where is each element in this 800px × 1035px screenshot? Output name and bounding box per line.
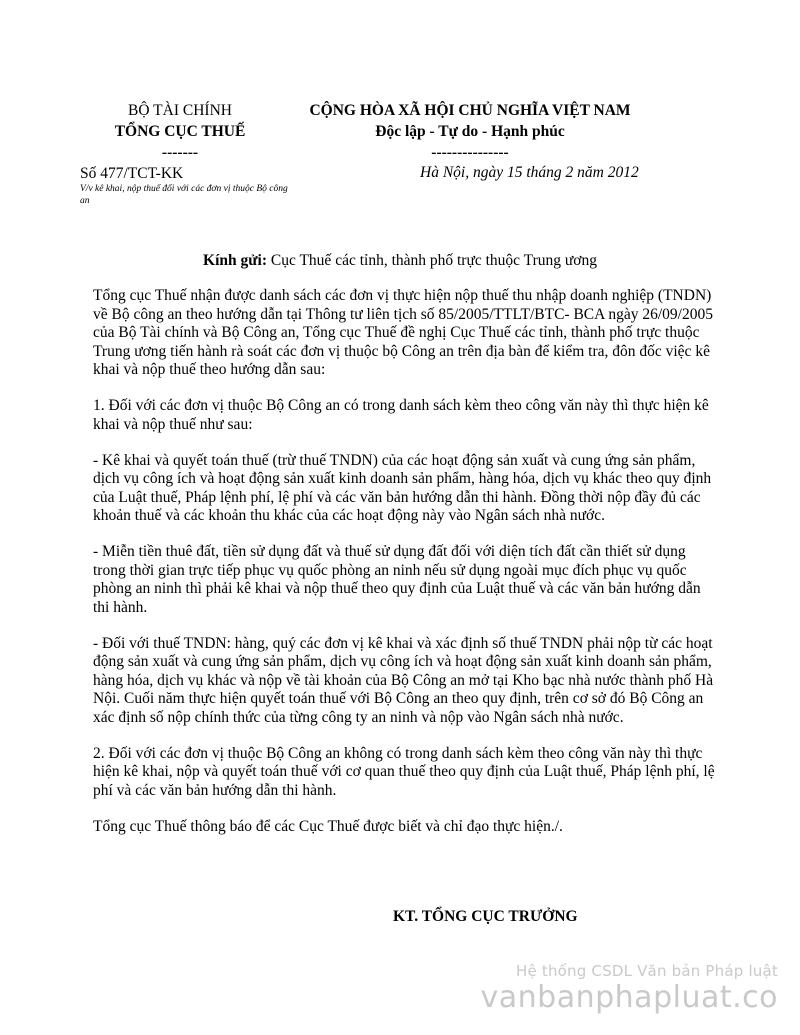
signature-title: KT. TỔNG CỤC TRƯỞNG (393, 908, 578, 925)
national-motto: Độc lập - Tự do - Hạnh phúc (375, 123, 565, 140)
national-title-block (280, 100, 660, 163)
left-divider: ------- (161, 144, 199, 161)
department-name: TỔNG CỤC THUẾ (114, 123, 246, 140)
country-name: CỘNG HÒA XÃ HỘI CHỦ NGHĨA VIỆT NAM (309, 102, 631, 119)
body-paragraph-section-1: 1. Đối với các đơn vị thuộc Bộ Công an có trong danh sách kèm theo công văn này thì thực hiện kê khai và nộp thuế như sau: (93, 397, 709, 433)
issuing-agency-block (80, 100, 280, 163)
recipient-name: Cục Thuế các tỉnh, thành phố trực thuộc Trung ương (267, 252, 597, 269)
ministry-name: BỘ TÀI CHÍNH (128, 102, 232, 119)
document-number: Số 477/TCT-KK (80, 165, 184, 182)
body-paragraph-closing: Tổng cục Thuế thông báo để các Cục Thuế được biết và chỉ đạo thực hiện./. (93, 817, 563, 835)
recipient-line (0, 252, 800, 270)
document-date: Hà Nội, ngày 15 tháng 2 năm 2012 (420, 164, 639, 181)
document-body (93, 287, 718, 854)
body-paragraph-item-land: - Miễn tiền thuê đất, tiền sử dụng đất và thuế sử dụng đất đối với diện tích đất cần thiết sử dụng trong thời gian trực tiếp phục vụ quốc phòng an ninh nếu sử dụng ngoài mục đích phục vụ quốc phòng an ninh thì phải kê khai và nộp thuế theo quy định của Luật thuế và các văn bản hướng dẫn thi hành. (93, 543, 701, 616)
body-paragraph-section-2: 2. Đối với các đơn vị thuộc Bộ Công an không có trong danh sách kèm theo công văn này thì thực hiện kê khai, nộp và quyết toán thuế với cơ quan thuế theo quy định của Luật thuế, Pháp lệnh phí, lệ phí và các văn bản hướng dẫn thi hành. (93, 744, 715, 799)
body-paragraph-item-cit: - Đối với thuế TNDN: hàng, quý các đơn vị kê khai và xác định số thuế TNDN phải nộp từ các hoạt động sản xuất và cung ứng sản phẩm, dịch vụ công ích và hoạt động sản xuất kinh doanh sản phẩm, hàng hóa, dịch vụ khác và nộp về tài khoản của Bộ Công an mở tại Kho bạc nhà nước thành phố Hà Nội. Cuối năm thực hiện quyết toán thuế với Bộ Công an theo quy định, trên cơ sở đó Bộ Công an xác định số nộp chính thức của từng công ty an ninh và nộp vào Ngân sách nhà nước. (93, 634, 714, 726)
watermark-site: vanbanphapluat.co (480, 980, 778, 1015)
document-subject: V/v kê khai, nộp thuế đối với các đơn vị thuộc Bộ công an (80, 184, 288, 206)
right-divider: --------------- (431, 144, 509, 161)
body-paragraph-item-declaration: - Kê khai và quyết toán thuế (trừ thuế TNDN) của các hoạt động sản xuất và cung ứng sản phẩm, dịch vụ công ích và hoạt động sản xuất kinh doanh sản phẩm, hàng hóa, dịch vụ khác theo quy định của Luật thuế, Pháp lệnh phí, lệ phí và các văn bản hướng dẫn thi hành. Đồng thời nộp đầy đủ các khoản thuế và các khoản thu khác của các hoạt động này vào Ngân sách nhà nước. (93, 451, 712, 524)
watermark-caption: Hệ thống CSDL Văn bản Pháp luật (515, 962, 778, 980)
body-paragraph-intro: Tổng cục Thuế nhận được danh sách các đơn vị thực hiện nộp thuế thu nhập doanh nghiệp (TNDN) về Bộ công an theo hướng dẫn tại Thông tư liên tịch số 85/2005/TTLT/BTC- BCA ngày 26/09/2005 của Bộ Tài chính và Bộ Công an, Tổng cục Thuế đề nghị Cục Thuế các tỉnh, thành phố trực thuộc Trung ương tiến hành rà soát các đơn vị thuộc bộ Công an trên địa bàn để kiểm tra, đôn đốc việc kê khai và nộp thuế theo hướng dẫn sau: (93, 287, 713, 378)
recipient-label: Kính gửi: (203, 252, 268, 269)
